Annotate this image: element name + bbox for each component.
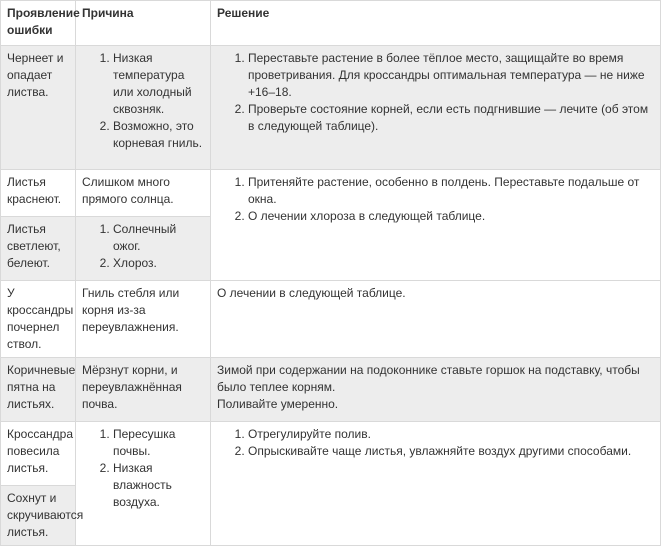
symptom-cell: Коричневые пятна на листьях.: [1, 358, 76, 422]
table-row: [1, 422, 661, 486]
solution-line: Зимой при содержании на подоконнике ставьте горшок на подставку, чтобы было теплее корням.: [217, 363, 640, 394]
symptom-cell: Сохнут и скручиваются листья.: [1, 486, 76, 546]
table-row: [1, 281, 661, 358]
table-row: [1, 46, 661, 170]
cause-cell: [76, 217, 211, 281]
list-item: 1. Отрегулируйте полив.: [248, 426, 654, 443]
solution-cell: О лечении в следующей таблице.: [211, 281, 661, 358]
table-row: [1, 170, 661, 217]
symptom-cell: Кроссандра повесила листья.: [1, 422, 76, 486]
solution-list: [211, 174, 654, 225]
header-symptom: Проявление ошибки: [1, 1, 76, 46]
solution-list: [211, 426, 654, 460]
solution-list: [211, 50, 654, 135]
cause-cell: Слишком много прямого солнца.: [76, 170, 211, 217]
cause-list: [82, 426, 204, 511]
list-item: 2. Проверьте состояние корней, если есть подгнившие — лечите (об этом в следующей таблице).: [248, 101, 654, 135]
solution-cell: [211, 46, 661, 170]
list-item: 2. Возможно, это корневая гниль.: [113, 118, 204, 152]
list-item: 1. Низкая температура или холодный сквозняк.: [113, 50, 204, 118]
cause-list: [82, 50, 204, 152]
symptom-cell: Чернеет и опадает листва.: [1, 46, 76, 170]
cause-cell: [76, 46, 211, 170]
solution-cell: [211, 358, 661, 422]
cause-list: [82, 221, 204, 272]
list-item: 1. Солнечный ожог.: [113, 221, 204, 255]
table-row: [1, 358, 661, 422]
solution-line: Поливайте умеренно.: [217, 397, 339, 411]
list-item: 1. Пересушка почвы.: [113, 426, 204, 460]
list-item: 2. Хлороз.: [113, 255, 204, 272]
solution-cell: [211, 422, 661, 546]
symptom-cell: У кроссандры почернел ствол.: [1, 281, 76, 358]
solution-cell: [211, 170, 661, 281]
table-header-row: [1, 1, 661, 46]
cause-cell: [76, 422, 211, 546]
list-item: 2. О лечении хлороза в следующей таблице.: [248, 208, 654, 225]
list-item: 1. Переставьте растение в более тёплое место, защищайте во время проветривания. Для кроссандры оптимальная температура — не ниже +16–18.: [248, 50, 654, 101]
list-item: 1. Притеняйте растение, особенно в полдень. Переставьте подальше от окна.: [248, 174, 654, 208]
header-solution: Решение: [211, 1, 661, 46]
symptom-cell: Листья светлеют, белеют.: [1, 217, 76, 281]
header-cause: Причина: [76, 1, 211, 46]
symptom-cell: Листья краснеют.: [1, 170, 76, 217]
cause-cell: Гниль стебля или корня из-за переувлажнения.: [76, 281, 211, 358]
cause-cell: Мёрзнут корни, и переувлажнённая почва.: [76, 358, 211, 422]
list-item: 2. Низкая влажность воздуха.: [113, 460, 204, 511]
list-item: 2. Опрыскивайте чаще листья, увлажняйте воздух другими способами.: [248, 443, 654, 460]
